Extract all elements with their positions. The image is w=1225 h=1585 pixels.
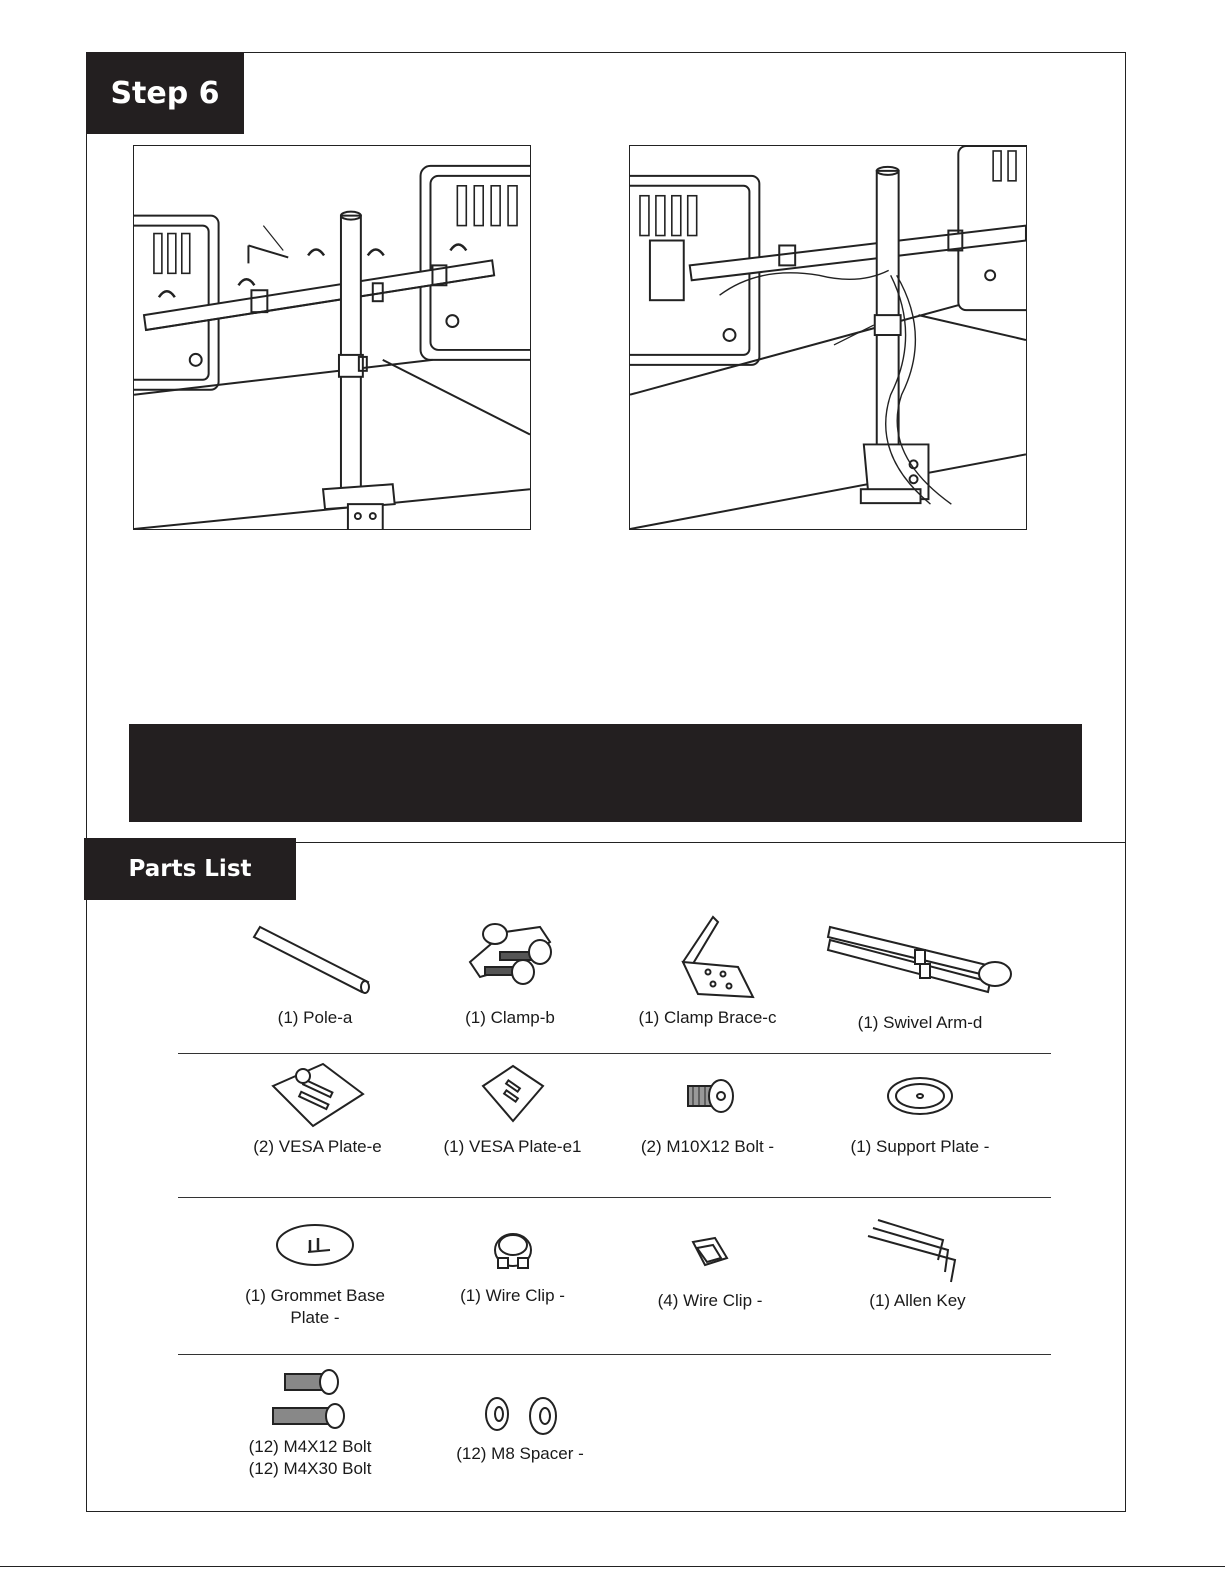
part-wire-clip-small: (4) Wire Clip - (625, 1210, 795, 1312)
vesa-plate-small-icon (458, 1056, 568, 1136)
part-clamp: (1) Clamp-b (425, 912, 595, 1029)
notice-bar (129, 724, 1082, 822)
clamp-brace-icon (653, 912, 763, 1007)
part-wire-clip: (1) Wire Clip - (425, 1210, 600, 1307)
row-divider (178, 1354, 1051, 1355)
part-m8-spacer: (12) M8 Spacer - (435, 1388, 605, 1465)
part-support-plate: (1) Support Plate - (830, 1056, 1010, 1158)
wire-clip-small-icon (655, 1210, 765, 1290)
step-heading: Step 6 (86, 52, 244, 134)
page-bottom-rule (0, 1566, 1225, 1567)
part-allen-key: (1) Allen Key (825, 1210, 1010, 1312)
parts-list-heading: Parts List (84, 838, 296, 900)
vesa-plate-icon (263, 1056, 373, 1136)
part-swivel-arm: (1) Swivel Arm-d (825, 912, 1015, 1034)
part-clamp-brace: (1) Clamp Brace-c (620, 912, 795, 1029)
part-vesa-plate-e1: (1) VESA Plate-e1 (425, 1056, 600, 1158)
pole-icon (250, 912, 380, 1007)
spacer-icon (465, 1388, 575, 1443)
part-m10-bolt: (2) M10X12 Bolt - (620, 1056, 795, 1158)
m4-bolts-icon (255, 1366, 365, 1436)
row-divider (178, 1053, 1051, 1054)
row-divider (178, 1197, 1051, 1198)
allen-key-icon (863, 1210, 973, 1290)
swivel-arm-icon (825, 912, 1015, 1012)
support-plate-icon (865, 1056, 975, 1136)
part-vesa-plate: (2) VESA Plate-e (230, 1056, 405, 1158)
clamp-icon (455, 912, 565, 1007)
wire-clip-icon (458, 1210, 568, 1285)
step-illustration-right (629, 145, 1027, 530)
part-grommet-base-plate: (1) Grommet Base Plate - (230, 1210, 400, 1329)
step-illustration-left (133, 145, 531, 530)
grommet-base-plate-icon (260, 1210, 370, 1285)
part-m4-bolts: (12) M4X12 Bolt (12) M4X30 Bolt (220, 1366, 400, 1480)
bolt-icon (653, 1056, 763, 1136)
part-pole: (1) Pole-a (230, 912, 400, 1029)
